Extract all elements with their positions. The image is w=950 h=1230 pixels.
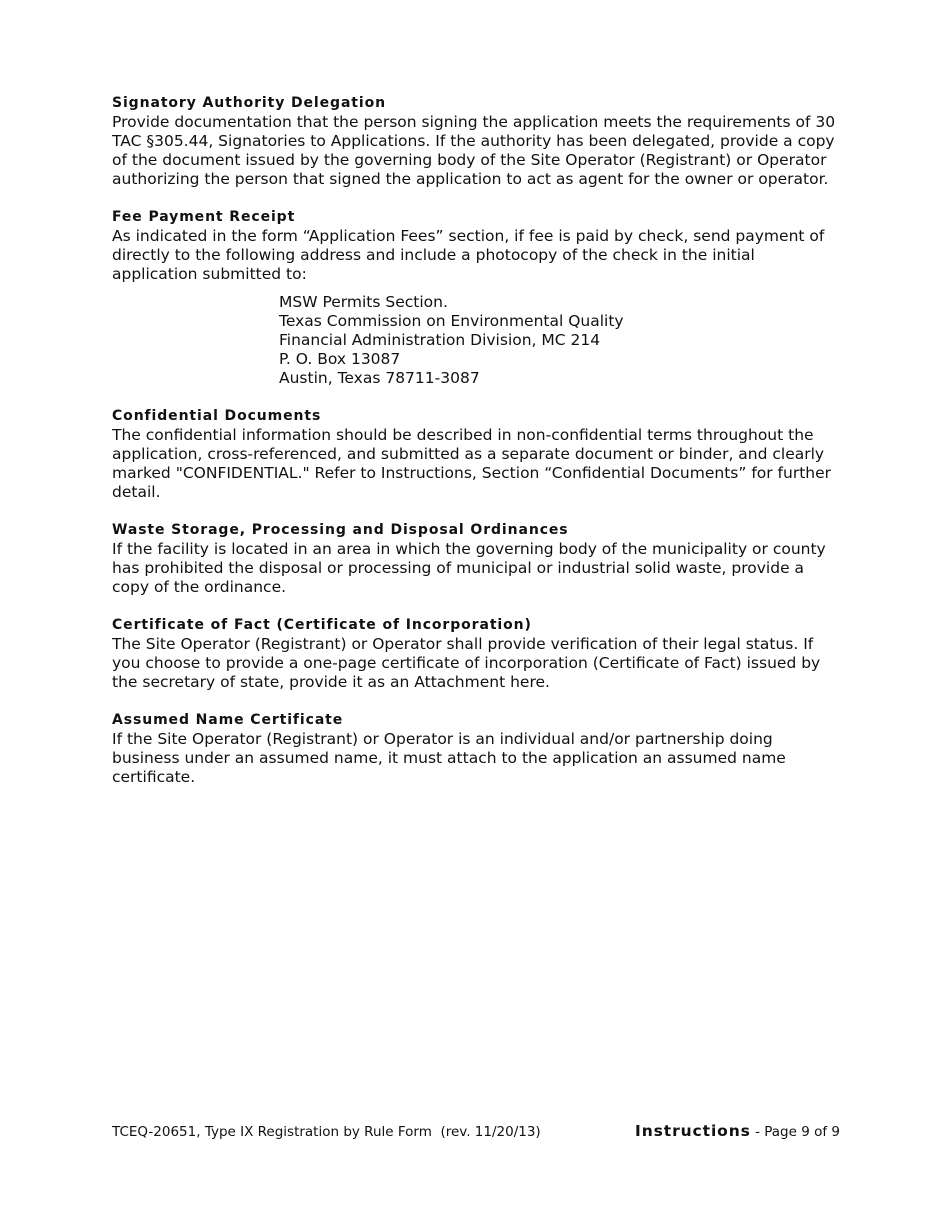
- page-footer: [112, 1121, 840, 1143]
- section-heading: Confidential Documents: [112, 408, 322, 424]
- section-fee-payment: [112, 208, 842, 388]
- address-line: MSW Permits Section.: [279, 293, 448, 311]
- address-line: Austin, Texas 78711-3087: [279, 369, 480, 387]
- section-waste-ordinances: [112, 521, 842, 597]
- section-body: As indicated in the form “Application Fees” section, if fee is paid by check, send payment of directly to the following address and include a photocopy of the check in the initial application submitted to:: [112, 227, 825, 283]
- section-heading: Certificate of Fact (Certificate of Incorporation): [112, 617, 532, 633]
- address-line: Texas Commission on Environmental Quality: [279, 312, 624, 330]
- section-heading: Waste Storage, Processing and Disposal Ordinances: [112, 522, 569, 538]
- section-body: If the facility is located in an area in which the governing body of the municipality or county has prohibited the disposal or processing of municipal or industrial solid waste, provide a copy of the ordinance.: [112, 540, 826, 596]
- section-body: Provide documentation that the person signing the application meets the requirements of 30 TAC §305.44, Signatories to Applications. If the authority has been delegated, provide a copy of the document issued by the governing body of the Site Operator (Registrant) or Operator authorizing the person that signed the application to act as agent for the owner or operator.: [112, 113, 836, 188]
- section-certificate-of-fact: [112, 616, 842, 692]
- address-line: P. O. Box 13087: [279, 350, 401, 368]
- document-content: [112, 94, 842, 806]
- section-assumed-name: [112, 711, 842, 787]
- section-body: The confidential information should be described in non-confidential terms throughout the application, cross-referenced, and submitted as a separate document or binder, and clearly marked "CONFIDENTIAL." Refer to Instructions, Section “Confidential Documents” for further detail.: [112, 426, 832, 501]
- address-line: Financial Administration Division, MC 214: [279, 331, 601, 349]
- section-heading: Fee Payment Receipt: [112, 209, 296, 225]
- footer-page-info: [635, 1121, 840, 1140]
- section-heading: Signatory Authority Delegation: [112, 95, 386, 111]
- page-number: Page 9 of 9: [764, 1124, 840, 1140]
- mailing-address: [279, 293, 842, 388]
- section-body: The Site Operator (Registrant) or Operator shall provide verification of their legal status. If you choose to provide a one-page certificate of incorporation (Certificate of Fact) issued by the secretary of state, provide it as an Attachment here.: [112, 635, 821, 691]
- section-heading: Assumed Name Certificate: [112, 712, 344, 728]
- footer-separator: -: [750, 1124, 765, 1140]
- section-body: If the Site Operator (Registrant) or Operator is an individual and/or partnership doing business under an assumed name, it must attach to the application an assumed name certificate.: [112, 730, 786, 786]
- section-signatory-authority: [112, 94, 842, 189]
- section-confidential-documents: [112, 407, 842, 502]
- footer-instructions-label: Instructions: [635, 1122, 751, 1140]
- form-identifier: TCEQ-20651, Type IX Registration by Rule Form (rev. 11/20/13): [112, 1124, 541, 1140]
